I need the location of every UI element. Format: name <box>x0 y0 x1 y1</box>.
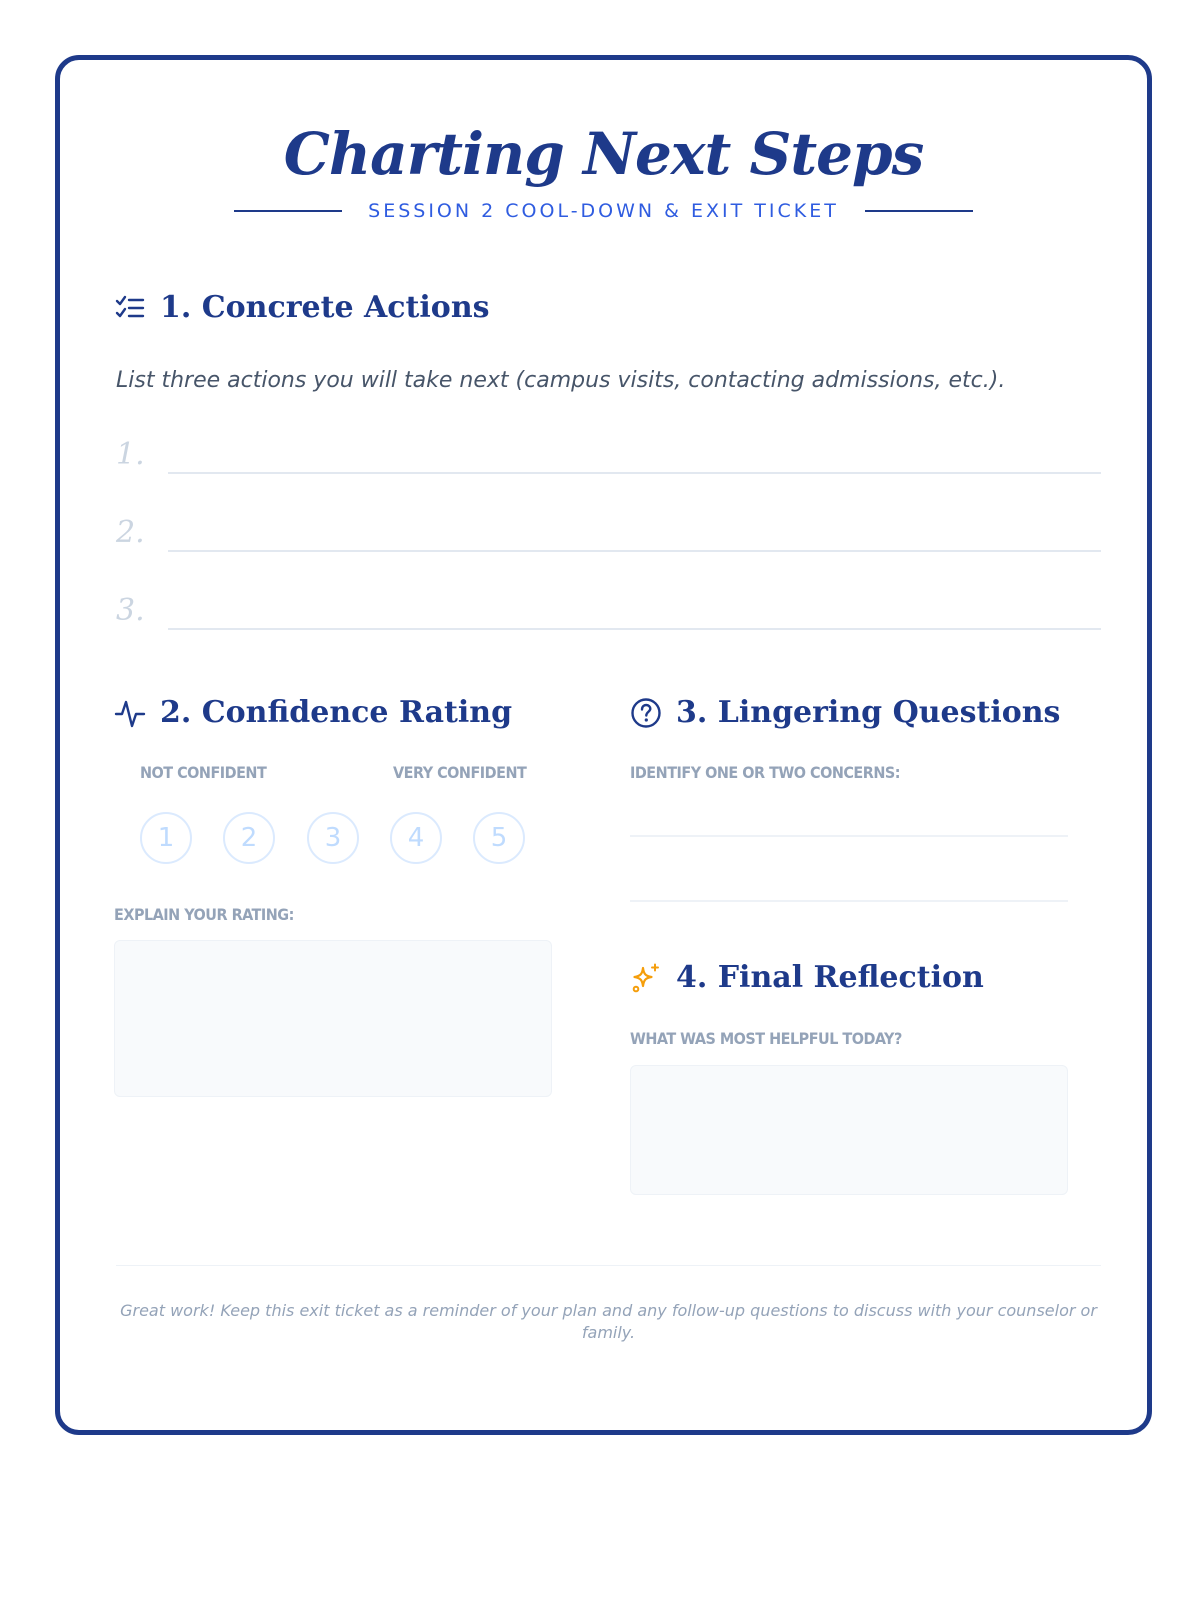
subtitle-rule-left <box>234 210 342 212</box>
section-confidence-title: 2. Confidence Rating <box>160 695 513 730</box>
section-questions-header <box>630 695 1060 730</box>
action-input-1[interactable] <box>116 430 1101 480</box>
section-reflection-title: 4. Final Reflection <box>676 960 984 995</box>
action-number: 3. <box>116 593 145 628</box>
concern-line-2[interactable] <box>630 900 1068 902</box>
rating-option-4[interactable]: 4 <box>390 812 442 864</box>
section-confidence-header <box>114 695 512 730</box>
actions-prompt: List three actions you will take next (campus visits, contacting admissions, etc.). <box>116 368 1006 393</box>
footer-divider <box>116 1265 1101 1266</box>
concern-line-1[interactable] <box>630 835 1068 837</box>
rating-option-1[interactable]: 1 <box>140 812 192 864</box>
rating-option-2[interactable]: 2 <box>223 812 275 864</box>
section-questions-title: 3. Lingering Questions <box>676 695 1061 730</box>
subtitle-row <box>60 200 1147 222</box>
footer-note: Great work! Keep this exit ticket as a reminder of your plan and any follow-up questions to discuss with your counselor or family. <box>120 1301 1097 1342</box>
explain-rating-label: EXPLAIN YOUR RATING: <box>114 905 294 924</box>
reflection-textarea[interactable] <box>630 1065 1068 1195</box>
action-input-3[interactable] <box>116 586 1101 636</box>
rating-option-3[interactable]: 3 <box>307 812 359 864</box>
subtitle-rule-right <box>865 210 973 212</box>
action-number: 2. <box>116 515 145 550</box>
scale-low-label: NOT CONFIDENT <box>140 763 267 782</box>
page-subtitle: SESSION 2 COOL-DOWN & EXIT TICKET <box>368 200 839 222</box>
scale-high-label: VERY CONFIDENT <box>393 763 527 782</box>
rating-option-5[interactable]: 5 <box>473 812 525 864</box>
action-write-line <box>168 628 1101 630</box>
page-title: Charting Next Steps <box>283 120 924 188</box>
section-reflection-header <box>630 960 984 995</box>
sparkles-icon <box>630 962 662 994</box>
action-number: 1. <box>116 437 145 472</box>
action-input-2[interactable] <box>116 508 1101 558</box>
helpful-label: WHAT WAS MOST HELPFUL TODAY? <box>630 1029 902 1048</box>
explain-rating-textarea[interactable] <box>114 940 552 1097</box>
section-actions-title: 1. Concrete Actions <box>160 290 490 325</box>
concerns-label: IDENTIFY ONE OR TWO CONCERNS: <box>630 763 901 782</box>
question-circle-icon <box>630 697 662 729</box>
checklist-icon <box>114 292 146 324</box>
action-write-line <box>168 550 1101 552</box>
action-write-line <box>168 472 1101 474</box>
activity-pulse-icon <box>114 697 146 729</box>
section-actions-header <box>114 290 490 325</box>
exit-ticket-card <box>55 55 1152 1435</box>
